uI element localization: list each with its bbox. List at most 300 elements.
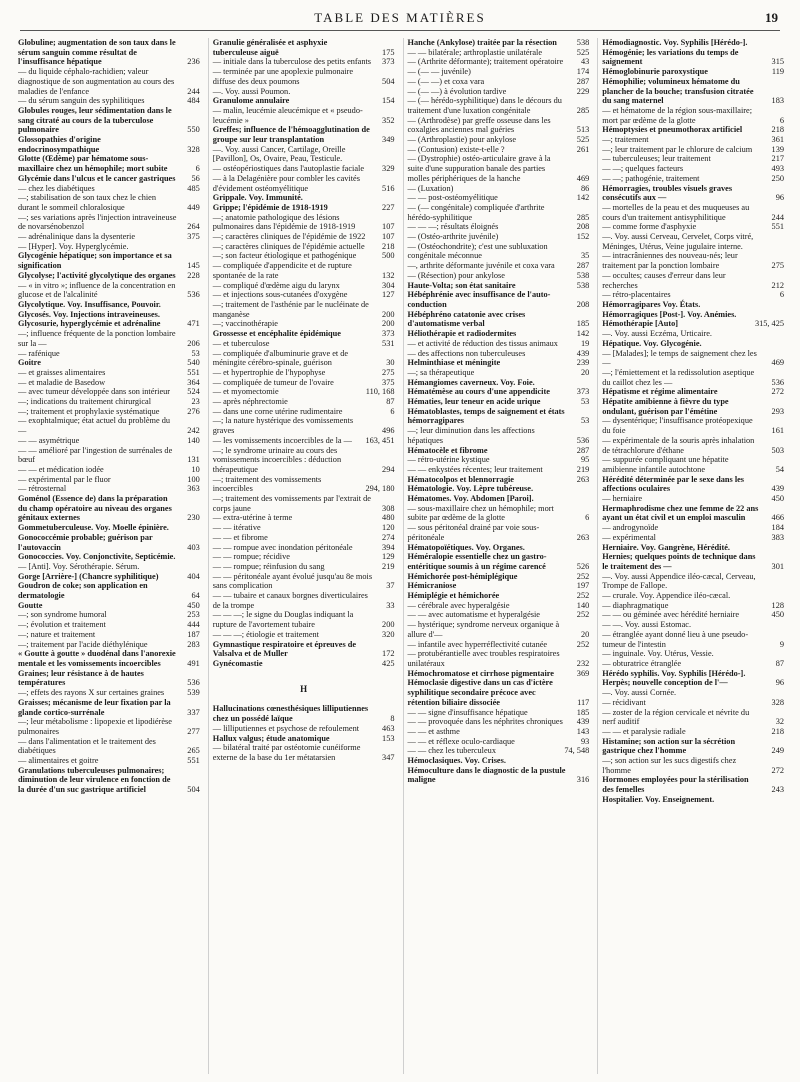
entry-page: 10	[191, 464, 200, 474]
entry-text: — — rompue; réinfusion du sang	[212, 561, 325, 571]
entry-text: Granulations tuberculeuses pulmonaires; diminution de leur virulence en fonction de la durée d'un suc gastrique artificiel	[18, 765, 171, 795]
index-entry	[602, 154, 784, 164]
index-entry	[602, 174, 784, 184]
index-entry	[602, 397, 784, 416]
entry-text: Graines; leur résistance à de hautes températures	[18, 668, 144, 688]
index-entry	[18, 378, 200, 388]
entry-text: — — bilatérale; arthroplastie unilatérale	[407, 47, 543, 57]
entry-text: — bilatéral traité par ostéotomie cunéiforme externe de la base du 1er métatarsien	[212, 743, 361, 762]
index-entry	[18, 737, 200, 756]
entry-text: Hémoculture dans le diagnostic de la pustule maligne	[407, 765, 566, 785]
entry-page: 463	[382, 723, 395, 733]
index-entry	[18, 106, 200, 135]
entry-page: 328	[771, 697, 784, 707]
entry-page: 287	[576, 261, 590, 271]
section-letter: H	[300, 683, 308, 694]
index-entry	[213, 193, 395, 203]
entry-text: — rétro-utérine kystique	[407, 455, 490, 465]
entry-page: 200	[382, 319, 395, 329]
entry-text: — occultes; causes d'erreur dans leur recherches	[602, 270, 726, 290]
index-entry	[602, 319, 784, 329]
entry-page: 153	[382, 733, 395, 743]
index-entry	[18, 649, 200, 668]
entry-text: Hépatique. Voy. Glycogénie.	[602, 338, 702, 348]
index-entry	[18, 601, 200, 611]
entry-text: — compliqué d'œdème aigu du larynx	[212, 280, 340, 290]
index-entry	[18, 38, 200, 67]
index-entry	[408, 669, 590, 679]
entry-page: 439	[771, 484, 784, 494]
index-entry	[602, 688, 784, 698]
index-entry	[408, 708, 590, 718]
entry-text: —; stabilisation de son taux chez le chien durant le sommeil chloralosique	[18, 193, 157, 212]
index-entry	[18, 300, 200, 310]
entry-page: 277	[187, 726, 200, 736]
index-entry	[213, 164, 395, 174]
index-entry	[213, 261, 395, 280]
index-entry	[213, 416, 395, 435]
index-entry	[602, 251, 784, 270]
index-entry	[408, 446, 590, 456]
entry-page: 285	[576, 212, 590, 222]
index-entry	[602, 164, 784, 174]
entry-page: 347	[382, 752, 395, 762]
entry-text: — (Résection) pour ankylose	[407, 270, 505, 280]
index-entry	[213, 387, 395, 397]
entry-page: 538	[576, 38, 590, 47]
index-entry	[18, 610, 200, 620]
entry-page: 500	[382, 251, 395, 261]
page-header	[0, 0, 800, 34]
entry-text: Goménol (Essence de) dans la préparation du champ opératoire au niveau des organes génitaux externes	[18, 494, 172, 523]
index-entry	[213, 319, 395, 329]
entry-page: 229	[576, 86, 590, 96]
entry-page: 551	[187, 367, 200, 377]
entry-text: — (Ostéochondrite); c'est une subluxation congénitale méconnue	[407, 241, 548, 261]
entry-text: — — et médication iodée	[18, 464, 104, 474]
entry-page: 19	[580, 338, 590, 348]
entry-text: — rétrosternal	[18, 484, 67, 494]
entry-text: — — —; le signe du Douglas indiquant la rupture de l'avortement tubaire	[212, 610, 354, 630]
entry-page: 361	[771, 135, 784, 145]
entry-page: 53	[580, 397, 590, 407]
entry-text: Glycosés. Voy. Injections intraveineuses.	[18, 309, 160, 319]
entry-page: 450	[771, 610, 784, 620]
entry-page: 54	[775, 464, 784, 474]
entry-page: 200	[382, 309, 395, 319]
index-entry	[602, 669, 784, 679]
entry-text: — — amélioré par l'ingestion de surrénales de bœuf	[18, 445, 173, 465]
entry-text: — expérimental	[602, 532, 656, 542]
index-entry	[408, 649, 590, 668]
index-entry	[408, 581, 590, 591]
index-entry	[602, 708, 784, 727]
entry-page: 243	[771, 785, 784, 795]
entry-page: 504	[187, 785, 200, 795]
index-entry	[408, 572, 590, 582]
entry-text: — — provoquée dans les néphrites chroniques	[407, 717, 563, 727]
entry-text: —; leur diminution dans les affections hépatiques	[407, 426, 535, 445]
entry-text: Grossesse et encéphalite épidémique	[212, 329, 341, 339]
entry-text: —; ses variations après l'injection intraveineuse de novarsénobenzol	[18, 212, 177, 232]
index-entry	[408, 543, 590, 553]
entry-page: 550	[187, 125, 200, 135]
index-entry	[602, 329, 784, 339]
index-column-4	[597, 38, 784, 1074]
index-entry	[18, 154, 200, 173]
entry-text: — avec tumeur développée dans son intérieur	[18, 387, 171, 397]
entry-page: 294, 180	[365, 484, 395, 494]
entry-page: 236	[187, 57, 200, 67]
index-entry	[18, 688, 200, 698]
entry-page: 218	[771, 726, 784, 736]
index-entry	[602, 125, 784, 135]
entry-text: — dysentérique; l'insuffisance protéopexique du foie	[602, 416, 753, 436]
entry-text: — infantile avec hyperréflectivité cutanée	[407, 639, 548, 649]
index-entry	[18, 766, 200, 795]
index-entry	[602, 659, 784, 669]
index-entry	[408, 378, 590, 388]
index-entry	[18, 251, 200, 270]
entry-text: — expérimentale de la souris après inhalation de tétrachlorure d'éthane	[602, 435, 755, 455]
entry-text: Héméralopie essentielle chez un gastro-entéritique soumis à un régime carencé	[407, 552, 547, 571]
index-entry	[213, 125, 395, 144]
index-entry	[18, 620, 200, 630]
entry-page: 283	[187, 639, 200, 649]
index-entry	[602, 630, 784, 649]
entry-text: Hermaphrodisme chez une femme de 22 ans ayant un état civil et un emploi masculin	[602, 503, 759, 523]
index-entry	[213, 630, 395, 640]
entry-page: 403	[187, 542, 200, 552]
index-entry	[18, 698, 200, 717]
entry-text: — mortelles de la peau et des muqueuses au cours d'un traitement antisyphilitique	[602, 202, 750, 222]
entry-text: —; indications du traitement chirurgical	[18, 397, 152, 407]
index-entry	[213, 407, 395, 417]
entry-text: — — chez les tuberculeux	[407, 746, 496, 756]
entry-text: « Goutte à goutte » duodénal dans l'anorexie mentale et les vomissements incoercibles	[18, 649, 176, 668]
entry-page: 154	[382, 96, 395, 106]
entry-text: — et maladie de Basedow	[18, 377, 106, 387]
entry-text: —. Voy. aussi Eczéma, Urticaire.	[602, 329, 712, 339]
entry-text: Herpès; nouvelle conception de l'—	[602, 678, 728, 688]
entry-page: 250	[771, 173, 784, 183]
entry-page: 450	[187, 600, 200, 610]
index-entry	[213, 203, 395, 213]
index-entry	[213, 213, 395, 232]
entry-text: —; traitement des vomissements par l'extrait de corps jaune	[212, 494, 371, 513]
entry-text: Hémoglobinurie paroxystique	[602, 67, 708, 77]
entry-text: — (Arthrodèse) par greffe osseuse dans les coxalgies anciennes mal guéries	[407, 115, 551, 135]
entry-page: 551	[187, 756, 200, 766]
entry-page: 184	[771, 523, 784, 533]
entry-page: 364	[187, 377, 200, 387]
entry-text: —; traitement par l'acide diéthylénique	[18, 639, 148, 649]
index-entry	[18, 465, 200, 475]
entry-page: 525	[576, 135, 590, 145]
entry-text: Gonococcémie probable; guérison par l'autovaccin	[18, 532, 153, 552]
entry-page: 20	[580, 629, 590, 639]
entry-text: — sous-maxillaire chez un hémophile; mort subite par œdème de la glotte	[407, 503, 554, 523]
index-entry	[602, 203, 784, 222]
entry-page: 513	[576, 125, 590, 135]
entry-text: Goitre	[18, 358, 41, 368]
entry-page: 480	[382, 513, 395, 523]
entry-text: —; son syndrome humoral	[18, 610, 107, 620]
entry-text: — — et fibrome	[212, 532, 268, 542]
entry-page: 139	[771, 144, 784, 154]
entry-text: —; traitement	[602, 135, 649, 145]
entry-text: — — rompue avec inondation péritonéale	[212, 542, 353, 552]
index-entry	[18, 368, 200, 378]
index-entry	[602, 552, 784, 571]
index-entry	[408, 756, 590, 766]
index-entry	[213, 513, 395, 523]
index-entry	[408, 727, 590, 737]
entry-text: — [Hyper]. Voy. Hyperglycémie.	[18, 241, 129, 251]
entry-page: 404	[187, 571, 200, 581]
entry-text: — zoster de la région cervicale et névrite du nerf auditif	[602, 707, 750, 727]
entry-page: 219	[382, 561, 395, 571]
entry-page: 6	[779, 115, 784, 125]
entry-text: Gonococcies. Voy. Conjonctivite, Septicémie.	[18, 552, 176, 562]
entry-text: — expérimental par le fluor	[18, 474, 111, 484]
entry-text: — — —; résultats éloignés	[407, 222, 499, 232]
entry-page: 252	[576, 639, 590, 649]
entry-text: —; caractères cliniques de l'épidémie actuelle	[212, 241, 365, 251]
index-entry	[408, 203, 590, 222]
entry-text: — suppurée compliquant une hépatite amibienne infantile autochtone	[602, 455, 729, 474]
index-entry	[18, 572, 200, 582]
index-entry	[408, 261, 590, 271]
entry-page: 551	[771, 222, 784, 232]
entry-text: Glycolytique. Voy. Insuffisance, Pouvoir.	[18, 299, 161, 309]
index-entry	[408, 349, 590, 359]
index-entry	[18, 416, 200, 435]
entry-page: 244	[187, 86, 200, 96]
index-entry	[408, 368, 590, 378]
index-entry	[213, 67, 395, 86]
entry-page: 152	[576, 232, 590, 242]
entry-text: — récidivant	[602, 697, 646, 707]
entry-text: Goudron de coke; son application en dermatologie	[18, 581, 148, 601]
entry-page: 96	[775, 193, 784, 203]
entry-text: — extra-utérine à terme	[212, 513, 293, 523]
index-entry	[18, 329, 200, 348]
index-entry	[408, 484, 590, 494]
entry-text: Gorge [Arrière-] (Chancre syphilitique)	[18, 571, 159, 581]
entry-text: — — signe d'insuffisance hépatique	[407, 707, 528, 717]
entry-text: Graisses; mécanisme de leur fixation par la glande cortico-surrénale	[18, 697, 171, 717]
entry-text: — comme forme d'asphyxie	[602, 222, 697, 232]
entry-page: 128	[771, 600, 784, 610]
entry-page: 524	[187, 387, 200, 397]
entry-text: — compliquée de tumeur de l'ovaire	[212, 377, 334, 387]
entry-page: 244	[771, 212, 784, 222]
header-rule	[20, 30, 780, 31]
entry-page: 185	[576, 319, 590, 329]
index-entry	[408, 397, 590, 407]
entry-text: Hémorragipares Voy. États.	[602, 299, 701, 309]
entry-text: Glycogénie hépatique; son importance et sa signification	[18, 251, 172, 271]
entry-page: 352	[382, 115, 395, 125]
entry-page: 449	[187, 202, 200, 212]
entry-text: — et tuberculose	[212, 338, 270, 348]
entry-text: — et hématome de la région sous-maxillaire; mort par œdème de la glotte	[602, 105, 753, 125]
entry-page: 328	[187, 144, 200, 154]
index-entry	[408, 717, 590, 727]
entry-page: 9	[779, 639, 784, 649]
entry-page: 132	[382, 270, 395, 280]
entry-page: 496	[382, 426, 395, 436]
index-entry	[408, 232, 590, 242]
entry-text: Grippale. Voy. Immunité.	[212, 193, 303, 203]
entry-text: —; traitement et prophylaxie systématique	[18, 406, 160, 416]
index-entry	[602, 67, 784, 77]
index-entry	[602, 601, 784, 611]
entry-text: Hémophilie; volumineux hématome du plancher de la bouche; transfusion citratée du sang maternel	[602, 76, 754, 106]
entry-text: — obturatrice étranglée	[602, 659, 682, 668]
entry-page: 218	[771, 125, 784, 135]
index-entry	[18, 484, 200, 494]
index-entry	[602, 620, 784, 630]
index-entry	[602, 416, 784, 435]
entry-page: 100	[187, 474, 200, 484]
entry-page: 218	[382, 241, 395, 251]
entry-page: 320	[382, 629, 395, 639]
entry-text: — — enkystées récentes; leur traitement	[407, 464, 543, 474]
entry-page: 8	[390, 714, 395, 724]
entry-page: 142	[576, 193, 590, 203]
entry-text: Hématocèle et fibrome	[407, 445, 488, 455]
index-entry	[213, 290, 395, 300]
index-entry	[602, 349, 784, 368]
entry-text: Hémogénie; les variations du temps de saignement	[602, 47, 739, 67]
entry-page: 232	[576, 659, 590, 668]
entry-text: — — —; étiologie et traitement	[212, 629, 319, 639]
index-entry	[602, 543, 784, 553]
entry-text: —; vaccinothérapie	[212, 319, 278, 329]
entry-text: Hépatite amibienne à fièvre du type ondulant, guérison par l'émétine	[602, 397, 729, 416]
entry-text: — malin, leucémie aleucémique et « pseudo-leucémie »	[212, 105, 363, 125]
entry-text: —, arthrite déformante juvénile et coxa vara	[407, 261, 555, 271]
entry-text: — (Dystrophie) ostéo-articulaire grave à la suite d'une suppuration banale des parties molles périphériques de la hanche	[407, 154, 551, 183]
index-column-2	[208, 38, 395, 1074]
index-entry	[408, 426, 590, 445]
entry-page: 252	[576, 610, 590, 620]
entry-page: 272	[771, 765, 784, 775]
index-entry	[602, 135, 784, 145]
index-entry	[602, 649, 784, 659]
entry-page: 536	[187, 290, 200, 300]
entry-text: Gynécomastie	[212, 659, 263, 668]
entry-page: 373	[382, 57, 395, 67]
index-entry	[408, 407, 590, 426]
entry-text: Histamine; son action sur la sécrétion gastrique chez l'homme	[602, 736, 736, 756]
entry-text: — (— —) à évolution tardive	[407, 86, 507, 96]
entry-page: 369	[576, 668, 590, 678]
entry-page: 264	[187, 222, 200, 232]
entry-text: — —; pathogénie, traitement	[602, 173, 700, 183]
entry-text: — — avec automatisme et hyperalgésie	[407, 610, 540, 620]
entry-text: Hallux valgus; étude anatomique	[212, 733, 330, 743]
entry-page: 35	[580, 251, 590, 261]
entry-page: 163, 451	[365, 435, 395, 445]
entry-page: 185	[576, 707, 590, 717]
index-entry	[408, 494, 590, 504]
index-entry	[408, 358, 590, 368]
entry-page: 491	[187, 659, 200, 668]
entry-text: — (Luxation)	[407, 183, 454, 193]
entry-page: 131	[187, 455, 200, 465]
entry-text: — exophtalmique; état actuel du problème du —	[18, 416, 171, 436]
entry-text: — (— —) et coxa vara	[407, 76, 485, 86]
entry-text: — chez les diabétiques	[18, 183, 95, 193]
entry-page: 316	[576, 775, 590, 785]
entry-page: 265	[187, 746, 200, 756]
entry-page: 143	[576, 726, 590, 736]
entry-page: 227	[382, 202, 395, 212]
entry-text: Granulome annulaire	[212, 96, 290, 106]
entry-text: —; la nature hystérique des vomissements graves	[212, 416, 354, 436]
index-entry	[602, 222, 784, 232]
entry-text: Hanche (Ankylose) traitée par la résection	[407, 38, 557, 47]
entry-text: — et hypertrophie de l'hypophyse	[212, 367, 326, 377]
entry-text: — (Ostéo-arthrite juvénile)	[407, 232, 499, 242]
index-entry	[408, 77, 590, 87]
index-entry	[18, 271, 200, 281]
entry-page: 373	[382, 329, 395, 339]
entry-text: — « in vitro »; influence de la concentration en glucose et de l'alcalinité	[18, 280, 176, 300]
index-entry	[18, 475, 200, 485]
entry-page: 30	[386, 358, 395, 368]
entry-text: — hystérique; syndrome nerveux organique à allure d'—	[407, 620, 560, 639]
entry-page: 276	[187, 406, 200, 416]
index-entry	[213, 494, 395, 513]
entry-text: — (— congénitale) compliquée d'arthrite hérédo-syphilitique	[407, 202, 545, 222]
index-entry	[18, 533, 200, 552]
index-entry	[602, 290, 784, 300]
entry-text: —; évolution et traitement	[18, 620, 106, 630]
entry-text: Hématémèse au cours d'une appendicite	[407, 387, 550, 397]
index-entry	[408, 387, 590, 397]
entry-page: 200	[382, 620, 395, 630]
entry-page: 503	[771, 445, 784, 455]
index-entry	[408, 184, 590, 194]
index-entry	[408, 87, 590, 97]
entry-text: — [Malades]; le temps de saignement chez les —	[602, 348, 757, 368]
index-entry	[408, 504, 590, 523]
index-entry	[602, 184, 784, 203]
entry-page: 526	[576, 561, 590, 571]
entry-text: — du liquide céphalo-rachidien; valeur diagnostique de son augmentation au cours des maladies de l'enfance	[18, 67, 175, 96]
entry-page: 174	[576, 67, 590, 77]
index-entry	[213, 300, 395, 319]
index-entry	[18, 232, 200, 242]
index-entry	[408, 610, 590, 620]
index-entry	[213, 174, 395, 193]
entry-text: — rafénique	[18, 348, 60, 358]
entry-page: 484	[187, 96, 200, 106]
index-column-3	[403, 38, 590, 1074]
index-entry	[18, 213, 200, 232]
entry-page: 37	[386, 581, 395, 591]
entry-page: 275	[771, 261, 784, 271]
entry-page: 275	[382, 367, 395, 377]
index-entry	[602, 145, 784, 155]
entry-page: 212	[771, 280, 784, 290]
entry-page: 107	[382, 232, 395, 242]
entry-page: 86	[580, 183, 590, 193]
